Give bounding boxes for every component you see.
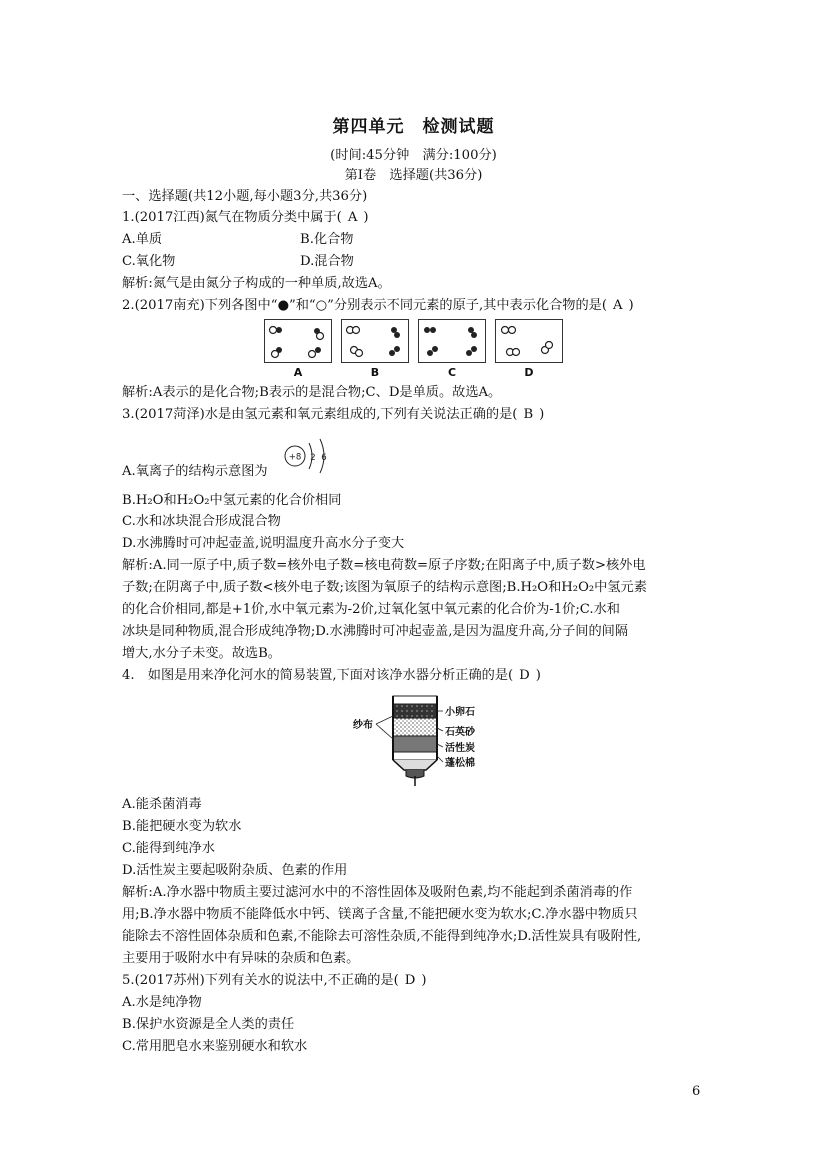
option-d: D.水沸腾时可冲起壶盖,说明温度升高水分子变大: [122, 536, 405, 551]
option-d: D.活性炭主要起吸附杂质、色素的作用: [122, 863, 348, 878]
option-c: C.水和冰块混合形成混合物: [122, 514, 281, 529]
option-a: A.氧离子的结构示意图为: [122, 464, 268, 479]
layer-label-activated-carbon: 活性炭: [445, 743, 475, 754]
electron-shell-2: 6: [321, 453, 327, 463]
layer-label-cotton: 蓬松棉: [445, 758, 475, 769]
layer-label-pebbles: 小卵石: [445, 707, 475, 718]
option-b: B.保护水资源是全人类的责任: [122, 1017, 295, 1032]
analysis-line: 用;B.净水器中物质不能降低水中钙、镁离子含量,不能把硬水变为软水;C.净水器中物质只: [122, 907, 638, 922]
question-5-stem: 5.(2017苏州)下列有关水的说法中,不正确的是( D ): [122, 973, 427, 988]
answer: B: [523, 407, 534, 422]
analysis-line: 能除去不溶性固体杂质和色素,不能除去可溶性杂质,不能得到纯净水;D.活性炭具有吸附性,: [122, 929, 642, 944]
molecule-diagram-a: [264, 319, 332, 363]
question-2-stem: 2.(2017南充)下列各图中“●”和“○”分别表示不同元素的原子,其中表示化合物的是( A ): [122, 298, 634, 313]
figure-label-d: D: [524, 366, 534, 379]
layer-label-quartz-sand: 石英砂: [445, 727, 475, 738]
option-b: B.能把硬水变为软水: [122, 819, 242, 834]
molecule-diagram-c: [418, 319, 486, 363]
analysis: 解析:A表示的是化合物;B表示的是混合物;C、D是单质。故选A。: [122, 385, 502, 400]
option-a: A.能杀菌消毒: [122, 797, 202, 812]
nucleus-charge: +8: [288, 452, 302, 463]
oxygen-ion-structure-diagram: [282, 436, 334, 476]
answer: D: [519, 668, 530, 683]
option-a: A.水是纯净物: [122, 995, 202, 1010]
option-c: C.氧化物: [122, 254, 176, 269]
analysis-line: 解析:A.净水器中物质主要过滤河水中的不溶性固体及吸附色素,均不能起到杀菌消毒的作: [122, 885, 633, 900]
analysis-line: 增大,水分子未变。故选B。: [122, 646, 281, 661]
analysis-line: 子数;在阴离子中,质子数<核外电子数;该图为氧原子的结构示意图;B.H₂O和H₂O₂中氢元素: [122, 580, 647, 595]
question-1-stem: 1.(2017江西)氮气在物质分类中属于( A ): [122, 210, 369, 225]
analysis-line: 的化合价相同,都是+1价,水中氧元素为-2价,过氧化氢中氧元素的化合价为-1价;C.水和: [122, 602, 620, 617]
page-number: 6: [692, 1084, 701, 1099]
section-heading: 一、选择题(共12小题,每小题3分,共36分): [122, 189, 368, 204]
electron-shell-1: 2: [310, 453, 316, 463]
answer: D: [404, 973, 416, 988]
figure-label-a: A: [293, 366, 303, 379]
molecule-diagram-d: [495, 319, 563, 363]
analysis-line: 冰块是同种物质,混合形成纯净物;D.水沸腾时可冲起壶盖,是因为温度升高,分子间的间隔: [122, 624, 629, 639]
question-3-stem: 3.(2017菏泽)水是由氢元素和氧元素组成的,下列有关说法正确的是( B ): [122, 407, 545, 422]
part-heading: 第Ⅰ卷 选择题(共36分): [344, 168, 483, 183]
figure-label-c: C: [447, 366, 457, 379]
answer: A: [613, 298, 623, 313]
answer: A: [347, 210, 358, 225]
option-a: A.单质: [122, 232, 163, 247]
figure-label-b: B: [370, 366, 380, 379]
question-4-stem: 4. 如图是用来净化河水的简易装置,下面对该净水器分析正确的是( D ): [122, 668, 541, 683]
analysis: 解析:氮气是由氮分子构成的一种单质,故选A。: [122, 276, 391, 291]
option-c: C.常用肥皂水来鉴别硬水和软水: [122, 1039, 308, 1054]
page-title: 第四单元 检测试题: [332, 117, 495, 137]
water-purifier-diagram: [340, 694, 490, 794]
gauze-label: 纱布: [353, 720, 373, 731]
exam-time-info: (时间:45分钟 满分:100分): [330, 148, 497, 163]
analysis-line: 主要用于吸附水中有异味的杂质和色素。: [122, 951, 360, 966]
option-b: B.化合物: [300, 232, 354, 247]
molecule-diagram-b: [341, 319, 409, 363]
option-d: D.混合物: [300, 254, 354, 269]
analysis-line: 解析:A.同一原子中,质子数=核外电子数=核电荷数=原子序数;在阳离子中,质子数>核外电: [122, 558, 646, 573]
option-c: C.能得到纯净水: [122, 841, 215, 856]
option-b: B.H₂O和H₂O₂中氢元素的化合价相同: [122, 493, 342, 508]
